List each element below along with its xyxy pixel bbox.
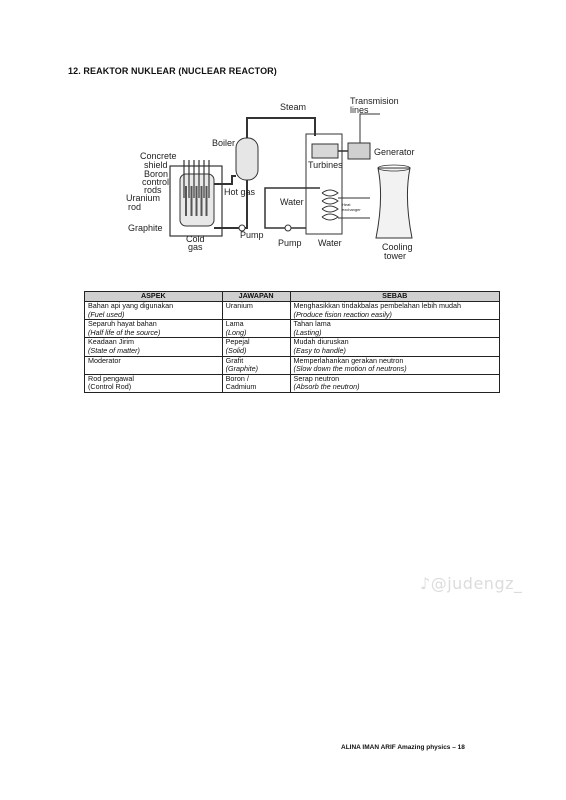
jawapan-text: Grafit bbox=[225, 355, 244, 365]
label-boiler: Boiler bbox=[212, 138, 236, 148]
label-graphite: Graphite bbox=[128, 223, 163, 233]
label-rods: rods bbox=[144, 185, 162, 195]
label-cold: Cold bbox=[186, 234, 205, 244]
table-row bbox=[85, 302, 500, 320]
cell-aspek bbox=[85, 374, 223, 392]
aspek-text: Keadaan Jirim bbox=[88, 337, 134, 347]
aspek-text: Bahan api yang digunakan bbox=[88, 301, 174, 310]
header-jawapan: JAWAPAN bbox=[222, 292, 290, 302]
label-turbines: Turbines bbox=[308, 160, 343, 170]
cell-jawapan bbox=[222, 302, 290, 320]
cell-sebab bbox=[290, 320, 499, 338]
cell-jawapan bbox=[222, 320, 290, 338]
label-uranium: Uranium bbox=[126, 193, 161, 203]
sebab-text: Memperlahankan gerakan neutron bbox=[293, 355, 404, 365]
cell-sebab bbox=[290, 374, 499, 392]
table-row bbox=[85, 338, 500, 356]
sebab-en: (Produce fision reaction easily) bbox=[293, 309, 392, 319]
label-heat-1: Heat bbox=[342, 202, 351, 207]
reactor-aspects-table bbox=[84, 291, 500, 393]
jawapan-en: (Graphite) bbox=[225, 364, 259, 374]
sebab-en: (Slow down the motion of neutrons) bbox=[293, 364, 407, 374]
label-cooling: Cooling bbox=[382, 242, 413, 252]
label-water-bottom: Water bbox=[318, 238, 342, 248]
boiler bbox=[236, 138, 258, 180]
aspek-text: Moderator bbox=[88, 355, 121, 365]
header-aspek: ASPEK bbox=[85, 292, 223, 302]
turbines bbox=[312, 144, 338, 158]
sebab-en: (Easy to handle) bbox=[293, 345, 346, 355]
label-generator: Generator bbox=[374, 147, 415, 157]
water-pipe bbox=[265, 188, 320, 228]
label-pump-2: Pump bbox=[278, 238, 302, 248]
sebab-text: Tahan lama bbox=[293, 319, 331, 329]
label-hot-gas: Hot gas bbox=[224, 187, 256, 197]
label-pump-1: Pump bbox=[240, 230, 264, 240]
table-row bbox=[85, 320, 500, 338]
cell-aspek bbox=[85, 338, 223, 356]
jawapan-text: Boron / bbox=[225, 373, 249, 383]
jawapan-text: Lama bbox=[225, 319, 244, 329]
label-tower: tower bbox=[384, 251, 407, 261]
cell-jawapan bbox=[222, 356, 290, 374]
jawapan-en: (Long) bbox=[225, 327, 247, 337]
label-heat-2: exchanger bbox=[342, 207, 361, 212]
cell-sebab bbox=[290, 302, 499, 320]
sebab-en: (Lasting) bbox=[293, 327, 322, 337]
aspek-en: (Control Rod) bbox=[88, 382, 132, 392]
aspek-text: Separuh hayat bahan bbox=[88, 319, 157, 329]
jawapan-text: Uranium bbox=[225, 301, 253, 310]
label-gas: gas bbox=[188, 242, 203, 252]
sebab-text: Menghasikkan tindakbalas pembelahan lebih mudah bbox=[293, 301, 461, 310]
page-heading: 12. REAKTOR NUKLEAR (NUCLEAR REACTOR) bbox=[68, 66, 277, 76]
cell-aspek bbox=[85, 302, 223, 320]
label-rod: rod bbox=[128, 202, 142, 212]
cell-jawapan bbox=[222, 374, 290, 392]
jawapan-text: Pepejal bbox=[225, 337, 250, 347]
tiktok-watermark: ♪@judengz_ bbox=[420, 574, 523, 593]
sebab-text: Mudah diuruskan bbox=[293, 337, 349, 347]
label-lines: lines bbox=[350, 105, 369, 115]
page-footer: ALINA IMAN ARIF Amazing physics – 18 bbox=[341, 744, 465, 751]
table-row bbox=[85, 356, 500, 374]
hot-gas-pipe bbox=[214, 176, 236, 184]
label-boron: Boron bbox=[144, 169, 169, 179]
label-control: control bbox=[142, 177, 170, 187]
table-header-row bbox=[85, 292, 500, 302]
cell-jawapan bbox=[222, 338, 290, 356]
aspek-en: (Half life of the source) bbox=[88, 327, 161, 337]
jawapan-en: (Solid) bbox=[225, 345, 247, 355]
label-transmission: Transmision bbox=[350, 96, 399, 106]
aspek-text: Rod pengawal bbox=[88, 373, 134, 383]
table-row bbox=[85, 374, 500, 392]
cell-aspek bbox=[85, 320, 223, 338]
cell-sebab bbox=[290, 338, 499, 356]
cell-aspek bbox=[85, 356, 223, 374]
generator bbox=[348, 143, 370, 159]
aspek-en: (State of matter) bbox=[88, 345, 140, 355]
header-sebab: SEBAB bbox=[290, 292, 499, 302]
jawapan-en: Cadmium bbox=[225, 382, 257, 392]
nuclear-reactor-diagram bbox=[120, 88, 460, 268]
sebab-text: Serap neutron bbox=[293, 373, 340, 383]
steam-pipe bbox=[247, 118, 315, 138]
label-shield: shield bbox=[144, 160, 168, 170]
pump-2-icon bbox=[285, 225, 291, 231]
aspek-en: (Fuel used) bbox=[88, 309, 125, 319]
cooling-tower bbox=[376, 168, 412, 238]
heat-exchanger-coil bbox=[322, 190, 338, 220]
sebab-en: (Absorb the neutron) bbox=[293, 382, 360, 392]
label-water-left: Water bbox=[280, 197, 304, 207]
cell-sebab bbox=[290, 356, 499, 374]
label-concrete: Concrete bbox=[140, 151, 177, 161]
transmission-lines bbox=[360, 114, 380, 143]
label-steam: Steam bbox=[280, 102, 307, 112]
